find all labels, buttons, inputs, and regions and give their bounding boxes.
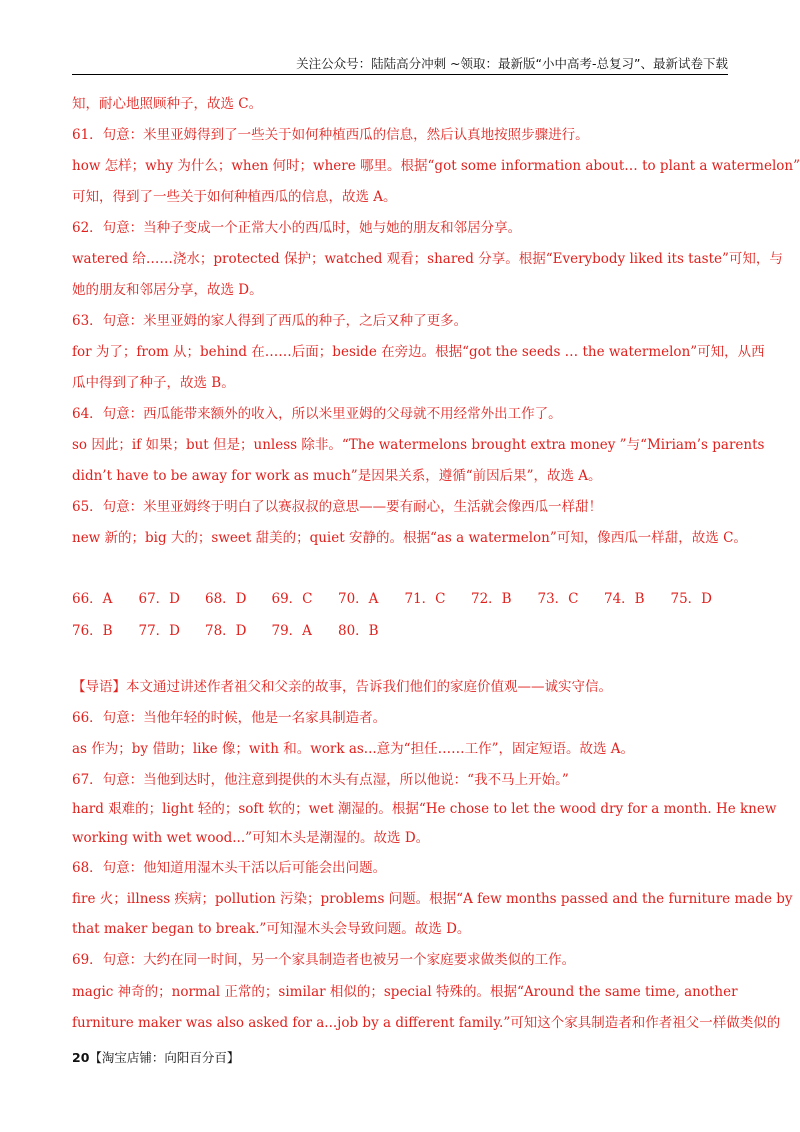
answer-item: 71．C — [404, 591, 446, 607]
intro-line — [72, 678, 732, 696]
text-line: fire 火；illness 疾病；pollution 污染；problems 问题。根据“A few months passed and the furniture made by — [72, 891, 793, 907]
intro-tag: 【导语】 — [72, 679, 126, 695]
answer-item: 69．C — [271, 591, 313, 607]
answer-item: 79．A — [271, 623, 312, 639]
text-line: 64．句意：西瓜能带来额外的收入，所以米里亚姆的父母就不用经常外出工作了。 — [72, 406, 562, 422]
answer-item: 78．D — [205, 623, 247, 639]
intro-text: 本文通过讲述作者祖父和父亲的故事，告诉我们他们的家庭价值观——诚实守信。 — [126, 679, 612, 695]
page-footer — [72, 1048, 239, 1066]
text-line: magic 神奇的；normal 正常的；similar 相似的；special 特殊的。根据“Around the same time, another — [72, 984, 738, 1000]
text-line: 67．句意：当他到达时，他注意到提供的木头有点湿，所以他说：“我不马上开始。” — [72, 772, 569, 788]
page-header — [72, 46, 728, 75]
answer-item: 67．D — [138, 591, 181, 607]
text-line: furniture maker was also asked for a...job by a different family.”可知这个家具制造者和作者祖父一样做类似的 — [72, 1015, 781, 1031]
text-line: 可知，得到了一些关于如何种植西瓜的信息，故选 A。 — [72, 189, 397, 205]
answer-item: 74．B — [604, 591, 645, 607]
text-line: 62．句意：当种子变成一个正常大小的西瓜时，她与她的朋友和邻居分享。 — [72, 220, 522, 236]
text-line: 她的朋友和邻居分享，故选 D。 — [72, 282, 263, 298]
text-line: hard 艰难的；light 轻的；soft 软的；wet 潮湿的。根据“He chose to let the wood dry for a month. He knew — [72, 801, 777, 817]
text-line: that maker began to break.”可知湿木头会导致问题。故选 D。 — [72, 921, 471, 937]
answer-item: 75．D — [670, 591, 713, 607]
text-line: for 为了；from 从；behind 在……后面；beside 在旁边。根据“got the seeds … the watermelon”可知，从西 — [72, 344, 765, 360]
text-line: new 新的；big 大的；sweet 甜美的；quiet 安静的。根据“as a watermelon”可知，像西瓜一样甜，故选 C。 — [72, 530, 747, 546]
text-line: 瓜中得到了种子，故选 B。 — [72, 375, 235, 391]
text-line: 65．句意：米里亚姆终于明白了以赛叔叔的意思——要有耐心，生活就会像西瓜一样甜！ — [72, 499, 603, 515]
answer-row — [72, 587, 737, 607]
answer-row — [72, 619, 405, 639]
text-line: as 作为；by 借助；like 像；with 和。work as...意为“担任……工作”，固定短语。故选 A。 — [72, 741, 635, 757]
answer-item: 70．A — [338, 591, 379, 607]
text-line: how 怎样；why 为什么；when 何时；where 哪里。根据“got some information about… to plant a watermelon” — [72, 158, 800, 174]
text-line: 66．句意：当他年轻的时候，他是一名家具制造者。 — [72, 710, 387, 726]
text-line: 68．句意：他知道用湿木头干活以后可能会出问题。 — [72, 860, 387, 876]
answer-item: 77．D — [138, 623, 181, 639]
text-line: working with wet wood...”可知木头是潮湿的。故选 D。 — [72, 830, 430, 846]
text-line: so 因此；if 如果；but 但是；unless 除非。“The watermelons brought extra money ”与“Miriam’s parents — [72, 437, 765, 453]
answer-item: 76．B — [72, 623, 113, 639]
text-line: 知，耐心地照顾种子，故选 C。 — [72, 96, 263, 112]
text-line: watered 给……浇水；protected 保护；watched 观看；shared 分享。根据“Everybody liked its taste”可知，与 — [72, 251, 783, 267]
answer-item: 80．B — [338, 623, 379, 639]
text-line: 61．句意：米里亚姆得到了一些关于如何种植西瓜的信息，然后认真地按照步骤进行。 — [72, 127, 589, 143]
text-line: 69．句意：大约在同一时间，另一个家具制造者也被另一个家庭要求做类似的工作。 — [72, 952, 576, 968]
page-number: 20 — [72, 1050, 90, 1065]
answer-item: 66．A — [72, 591, 113, 607]
answer-item: 72．B — [471, 591, 512, 607]
answer-item: 73．C — [537, 591, 579, 607]
text-line: 63．句意：米里亚姆的家人得到了西瓜的种子，之后又种了更多。 — [72, 313, 468, 329]
header-text: 关注公众号：陆陆高分冲刺 ~领取：最新版“小中高考-总复习”、最新试卷下载 — [296, 56, 728, 71]
answer-item: 68．D — [205, 591, 247, 607]
text-line: didn’t have to be away for work as much”是因果关系，遵循“前因后果”，故选 A。 — [72, 468, 602, 484]
shop-label: 【淘宝店铺：向阳百分百】 — [89, 1050, 240, 1065]
